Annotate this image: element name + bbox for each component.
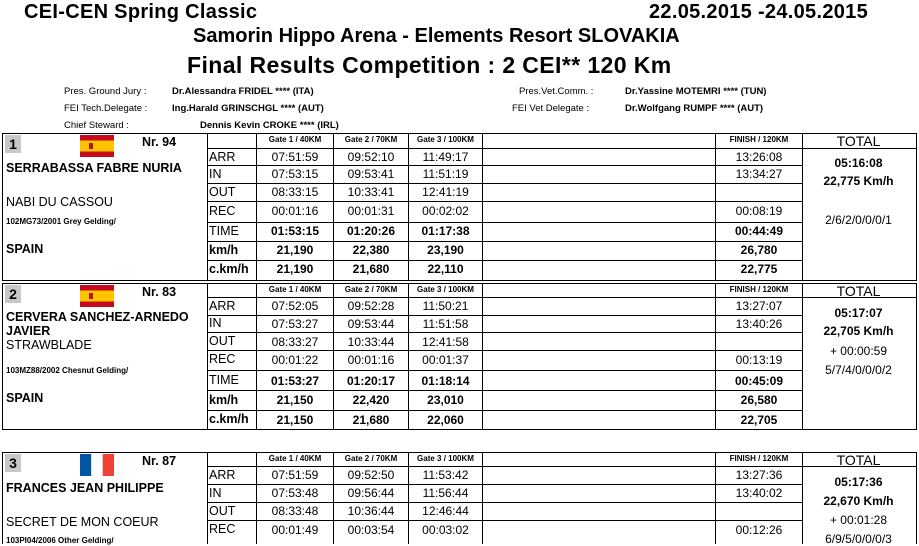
vet-delegate-label: FEI Vet Delegate : (512, 103, 590, 114)
cell-rec-g2: 00:01:16 (347, 353, 395, 367)
cell-in-g2: 09:56:44 (347, 486, 395, 500)
cell-ckmh-g1: 21,150 (276, 413, 314, 427)
tech-delegate-value: Ing.Harald GRINSCHGL **** (AUT) (172, 103, 324, 114)
cell-rec-g3: 00:03:02 (422, 523, 469, 537)
rider-name: SERRABASSA FABRE NURIA (6, 161, 182, 175)
total-diff: + 00:00:59 (829, 344, 888, 358)
cell-arr-g3: 11:53:42 (422, 468, 469, 482)
cell-arr-g1: 07:52:05 (271, 299, 319, 313)
cell-in-finish: 13:40:26 (735, 317, 783, 331)
total-code: 6/9/5/0/0/0/3 (825, 532, 892, 546)
chief-steward-value: Dennis Kevin CROKE **** (IRL) (200, 120, 339, 131)
total-header: TOTAL (836, 283, 881, 299)
cell-arr-finish: 13:27:36 (735, 468, 783, 482)
competitor-number: Nr. 94 (142, 135, 177, 149)
cell-rec-g2: 00:01:31 (347, 204, 395, 218)
horse-details: 103MZ88/2002 Chesnut Gelding/ (6, 366, 129, 375)
finish-header: FINISH / 120KM (729, 285, 789, 294)
cell-in-finish: 13:34:27 (735, 167, 783, 181)
cell-kmh-g2: 22,420 (352, 393, 390, 407)
total-time: 05:17:36 (834, 475, 883, 489)
ground-jury-value: Dr.Alessandra FRIDEL **** (ITA) (172, 86, 314, 97)
rank-badge: 1 (5, 135, 21, 153)
cell-in-g2: 09:53:44 (347, 317, 395, 331)
total-time: 05:17:07 (834, 306, 883, 320)
result-block-2 (2, 283, 917, 430)
result-block-3 (2, 452, 917, 544)
event-venue: Samorin Hippo Arena - Elements Resort SLOVAKIA (193, 25, 680, 47)
cell-time-finish: 00:45:09 (734, 374, 784, 388)
cell-in-finish: 13:40:02 (735, 486, 783, 500)
row-label-arr: ARR (209, 468, 236, 482)
event-dates: 22.05.2015 -24.05.2015 (649, 1, 869, 23)
cell-rec-g1: 00:01:16 (271, 204, 319, 218)
cell-out-g1: 08:33:48 (271, 504, 319, 518)
cell-arr-finish: 13:26:08 (735, 150, 783, 164)
cell-kmh-g2: 22,380 (352, 243, 390, 257)
total-code: 5/7/4/0/0/0/2 (825, 363, 892, 377)
horse-name: STRAWBLADE (6, 338, 92, 352)
cell-arr-g2: 09:52:10 (347, 150, 395, 164)
total-speed: 22,705 Km/h (823, 324, 894, 338)
cell-time-finish: 00:44:49 (734, 224, 784, 238)
gate-3-header: Gate 3 / 100KM (417, 285, 474, 294)
finish-header: FINISH / 120KM (729, 135, 789, 144)
cell-in-g1: 07:53:48 (271, 486, 319, 500)
cell-ckmh-g1: 21,190 (276, 262, 314, 276)
gate-2-header: Gate 2 / 70KM (344, 285, 398, 294)
row-label-ckmh: c.km/h (209, 262, 249, 276)
row-label-rec: REC (209, 204, 236, 218)
cell-in-g3: 11:51:19 (422, 167, 469, 181)
cell-time-g3: 01:17:38 (421, 224, 470, 238)
cell-arr-finish: 13:27:07 (735, 299, 783, 313)
cell-ckmh-g2: 21,680 (352, 262, 390, 276)
cell-out-g2: 10:33:44 (347, 335, 395, 349)
row-label-arr: ARR (209, 299, 236, 313)
cell-ckmh-finish: 22,705 (740, 413, 778, 427)
row-label-arr: ARR (209, 150, 236, 164)
gate-2-header: Gate 2 / 70KM (344, 135, 398, 144)
gate-1-header: Gate 1 / 40KM (268, 285, 322, 294)
rider-name: FRANCES JEAN PHILIPPE (6, 481, 164, 495)
row-label-out: OUT (209, 334, 236, 348)
cell-rec-g1: 00:01:49 (271, 523, 319, 537)
cell-in-g3: 11:56:44 (422, 486, 469, 500)
total-speed: 22,670 Km/h (823, 494, 894, 508)
competition-title: Final Results Competition : 2 CEI** 120 Km (187, 52, 672, 78)
rider-name: CERVERA SANCHEZ-ARNEDO (6, 310, 189, 324)
cell-rec-finish: 00:12:26 (735, 523, 783, 537)
row-label-rec: REC (209, 522, 236, 536)
gate-3-header: Gate 3 / 100KM (417, 135, 474, 144)
cell-in-g1: 07:53:27 (271, 317, 319, 331)
horse-details: 103PI04/2006 Other Gelding/ (6, 536, 114, 545)
row-label-kmh: km/h (209, 393, 239, 407)
rank-badge: 2 (5, 285, 21, 303)
cell-kmh-g3: 23,190 (427, 243, 464, 257)
cell-out-g1: 08:33:27 (271, 335, 319, 349)
cell-arr-g3: 11:50:21 (422, 299, 469, 313)
cell-arr-g1: 07:51:59 (271, 468, 319, 482)
france-flag-icon (80, 454, 114, 476)
cell-out-g3: 12:41:19 (422, 185, 469, 199)
cell-kmh-g1: 21,150 (276, 393, 314, 407)
country: SPAIN (6, 242, 44, 256)
cell-ckmh-g3: 22,060 (427, 413, 464, 427)
row-label-in: IN (209, 167, 222, 181)
event-title: CEI-CEN Spring Classic (24, 1, 258, 23)
row-label-kmh: km/h (209, 243, 239, 257)
gate-3-header: Gate 3 / 100KM (417, 454, 474, 463)
cell-kmh-g3: 23,010 (427, 393, 464, 407)
tech-delegate-label: FEI Tech.Delegate : (64, 103, 148, 114)
total-time: 05:16:08 (834, 156, 883, 170)
result-block-1 (2, 133, 917, 281)
cell-rec-finish: 00:08:19 (735, 204, 783, 218)
row-label-out: OUT (209, 185, 236, 199)
horse-details: 102MG73/2001 Grey Gelding/ (6, 217, 116, 226)
cell-kmh-finish: 26,780 (740, 243, 778, 257)
cell-in-g1: 07:53:15 (271, 167, 319, 181)
cell-out-g3: 12:46:44 (422, 504, 469, 518)
cell-arr-g2: 09:52:50 (347, 468, 395, 482)
total-speed: 22,775 Km/h (823, 174, 894, 188)
chief-steward-label: Chief Steward : (64, 120, 129, 131)
cell-arr-g1: 07:51:59 (271, 150, 319, 164)
gate-1-header: Gate 1 / 40KM (268, 135, 322, 144)
row-label-ckmh: c.km/h (209, 412, 249, 426)
total-code: 2/6/2/0/0/0/1 (825, 213, 892, 227)
vet-comm-value: Dr.Yassine MOTEMRI **** (TUN) (625, 86, 767, 97)
ground-jury-label: Pres. Ground Jury : (64, 86, 147, 97)
competitor-number: Nr. 83 (142, 285, 177, 299)
total-diff: + 00:01:28 (829, 513, 888, 527)
cell-rec-g2: 00:03:54 (347, 523, 395, 537)
spain-flag-icon (80, 135, 114, 157)
row-label-time: TIME (209, 373, 239, 387)
row-label-in: IN (209, 316, 222, 330)
horse-name: NABI DU CASSOU (6, 195, 113, 209)
cell-ckmh-g2: 21,680 (352, 413, 390, 427)
cell-ckmh-finish: 22,775 (740, 262, 778, 276)
rider-name-line-2: JAVIER (6, 324, 51, 338)
horse-name: SECRET DE MON COEUR (6, 515, 159, 529)
cell-rec-finish: 00:13:19 (735, 353, 783, 367)
cell-out-g2: 10:36:44 (347, 504, 395, 518)
rank-badge: 3 (5, 454, 21, 472)
spain-flag-icon (80, 285, 114, 307)
cell-out-g2: 10:33:41 (347, 185, 395, 199)
cell-time-g2: 01:20:26 (346, 224, 396, 238)
gate-2-header: Gate 2 / 70KM (344, 454, 398, 463)
cell-in-g2: 09:53:41 (347, 167, 395, 181)
cell-time-g3: 01:18:14 (421, 374, 470, 388)
country: SPAIN (6, 391, 44, 405)
cell-rec-g3: 00:02:02 (422, 204, 469, 218)
cell-time-g1: 01:53:15 (270, 224, 320, 238)
row-label-time: TIME (209, 224, 239, 238)
cell-ckmh-g3: 22,110 (427, 262, 464, 276)
row-label-in: IN (209, 486, 222, 500)
total-header: TOTAL (836, 133, 881, 149)
cell-kmh-finish: 26,580 (740, 393, 778, 407)
competitor-number: Nr. 87 (142, 454, 177, 468)
cell-time-g2: 01:20:17 (346, 374, 396, 388)
vet-comm-label: Pres.Vet.Comm. : (519, 86, 594, 97)
cell-rec-g1: 00:01:22 (271, 353, 319, 367)
gate-1-header: Gate 1 / 40KM (268, 454, 322, 463)
row-label-rec: REC (209, 352, 236, 366)
row-label-out: OUT (209, 504, 236, 518)
cell-kmh-g1: 21,190 (276, 243, 314, 257)
total-header: TOTAL (836, 452, 881, 468)
cell-out-g1: 08:33:15 (271, 185, 319, 199)
cell-arr-g3: 11:49:17 (422, 150, 469, 164)
vet-delegate-value: Dr.Wolfgang RUMPF **** (AUT) (625, 103, 764, 114)
finish-header: FINISH / 120KM (729, 454, 789, 463)
cell-rec-g3: 00:01:37 (422, 353, 469, 367)
cell-out-g3: 12:41:58 (422, 335, 469, 349)
cell-arr-g2: 09:52:28 (347, 299, 395, 313)
cell-time-g1: 01:53:27 (270, 374, 320, 388)
cell-in-g3: 11:51:58 (422, 317, 469, 331)
